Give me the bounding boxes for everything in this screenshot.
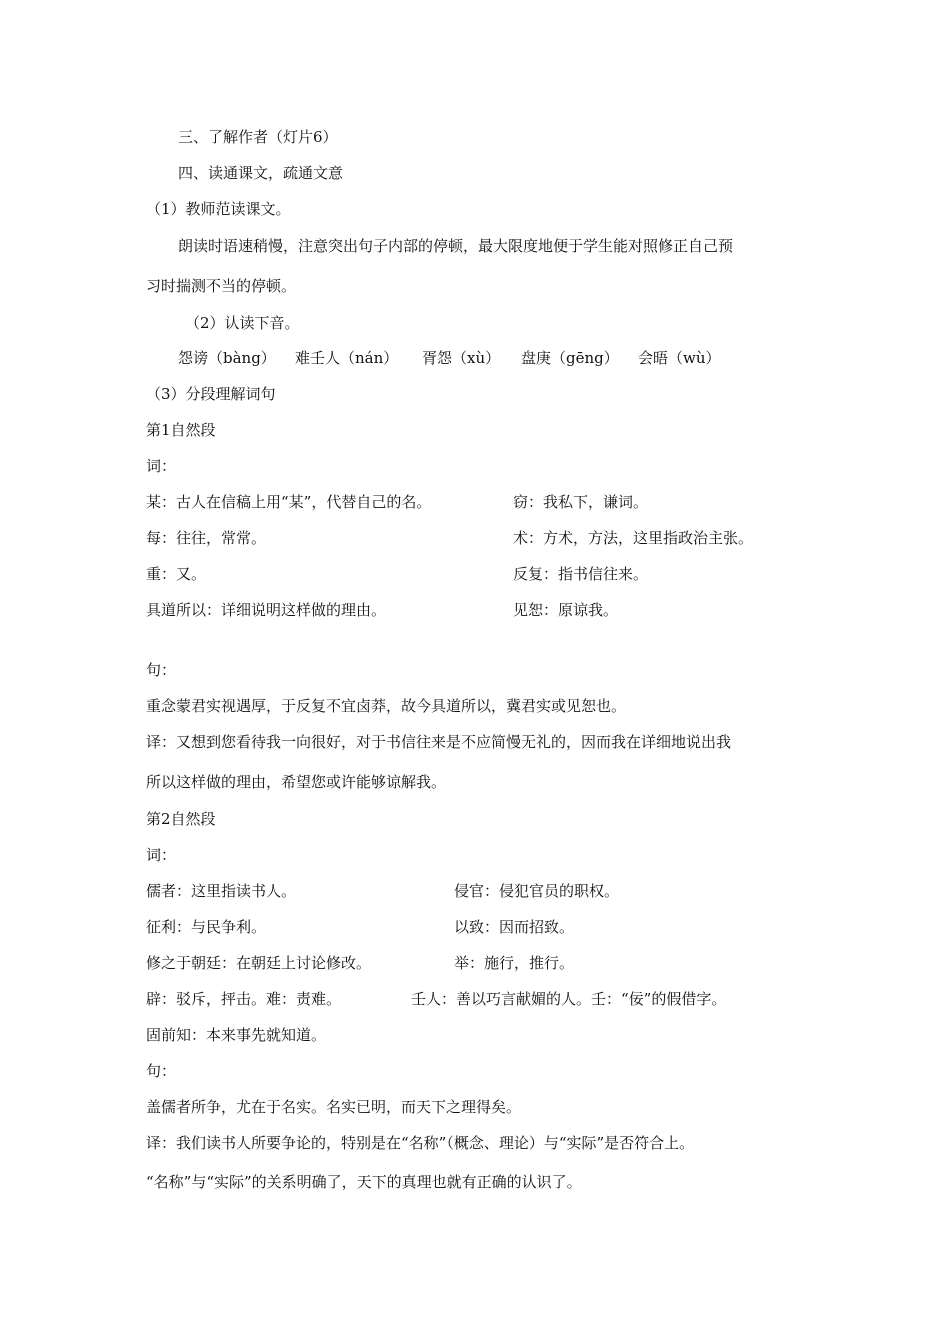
sentence-translation: 译：我们读书人所要争论的，特别是在“名称”（概念、理论）与“实际”是否符合上。	[146, 1134, 695, 1152]
word-gloss: 儒者：这里指读书人。	[146, 882, 297, 900]
pronunciation-item: 盘庚（gēng）	[521, 349, 619, 367]
word-gloss: 某：古人在信稿上用“某”，代替自己的名。	[146, 493, 432, 511]
section-heading-reading: 四、读通课文，疏通文意	[178, 164, 344, 182]
word-gloss: 侵官：侵犯官员的职权。	[454, 882, 620, 900]
step-segment-study: （3）分段理解词句	[146, 385, 276, 403]
sentence-translation-cont: “名称”与“实际”的关系明确了，天下的真理也就有正确的认识了。	[146, 1173, 582, 1191]
words-label: 词：	[146, 457, 177, 475]
word-gloss: 每：往往，常常。	[146, 529, 267, 547]
step-teacher-reading: （1）教师范读课文。	[146, 200, 291, 218]
word-gloss: 修之于朝廷：在朝廷上讨论修改。	[146, 954, 372, 972]
sentence-label: 句：	[146, 661, 177, 679]
word-gloss: 具道所以：详细说明这样做的理由。	[146, 601, 387, 619]
step-teacher-reading-body: 朗读时语速稍慢，注意突出句子内部的停顿，最大限度地便于学生能对照修正自己预	[178, 237, 734, 255]
original-sentence: 重念蒙君实视遇厚，于反复不宜卤莽，故今具道所以，冀君实或见恕也。	[146, 697, 627, 715]
word-gloss: 见恕：原谅我。	[513, 601, 619, 619]
words-label: 词：	[146, 846, 177, 864]
word-gloss: 反复：指书信往来。	[513, 565, 649, 583]
word-gloss: 窃：我私下，谦词。	[513, 493, 649, 511]
word-gloss: 辟：驳斥，抨击。难：责难。	[146, 990, 342, 1008]
word-gloss: 举：施行，推行。	[454, 954, 575, 972]
word-gloss: 术：方术，方法，这里指政治主张。	[513, 529, 754, 547]
step-teacher-reading-body-cont: 习时揣测不当的停顿。	[146, 277, 297, 295]
paragraph-1-title: 第1自然段	[146, 421, 216, 439]
paragraph-2-title: 第2自然段	[146, 810, 216, 828]
word-gloss: 壬人：善以巧言献媚的人。壬：“佞”的假借字。	[411, 990, 727, 1008]
word-gloss: 固前知：本来事先就知道。	[146, 1026, 327, 1044]
word-gloss: 重：又。	[146, 565, 207, 583]
pronunciation-item: 胥怨（xù）	[422, 349, 501, 367]
sentence-translation-cont: 所以这样做的理由，希望您或许能够谅解我。	[146, 773, 447, 791]
section-heading-author: 三、了解作者（灯片6）	[178, 128, 338, 146]
step-pronunciation: （2）认读下音。	[185, 314, 300, 332]
pronunciation-item: 怨谤（bàng）	[178, 349, 276, 367]
word-gloss: 征利：与民争利。	[146, 918, 267, 936]
sentence-label: 句：	[146, 1062, 177, 1080]
sentence-translation: 译：又想到您看待我一向很好，对于书信往来是不应简慢无礼的，因而我在详细地说出我	[146, 733, 732, 751]
original-sentence: 盖儒者所争，尤在于名实。名实已明，而天下之理得矣。	[146, 1098, 522, 1116]
word-gloss: 以致：因而招致。	[454, 918, 575, 936]
pronunciation-item: 难壬人（nán）	[295, 349, 399, 367]
pronunciation-item: 会晤（wù）	[638, 349, 721, 367]
